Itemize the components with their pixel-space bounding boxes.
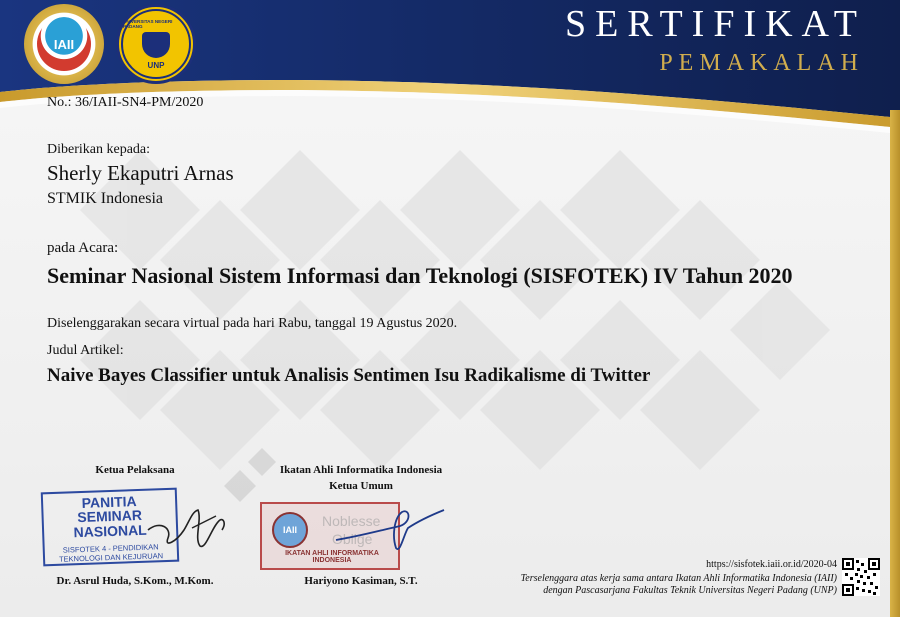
unp-emblem-icon xyxy=(142,32,170,58)
iaii-logo-mark: IAII xyxy=(37,17,91,71)
iaii-signature xyxy=(330,500,450,560)
certificate-number: No.: 36/IAII-SN4-PM/2020 xyxy=(47,95,204,110)
stamp-line-2: SEMINAR NASIONAL xyxy=(73,506,147,541)
given-to-label: Diberikan kepada: xyxy=(47,142,151,157)
unp-logo-ring-text: UNIVERSITAS NEGERI PADANG xyxy=(123,18,173,29)
chair-role: Ketua Pelaksana xyxy=(95,464,175,476)
chair-signature xyxy=(140,490,240,560)
stamp-line-3: SISFOTEK 4 - PENDIDIKAN xyxy=(62,542,159,555)
stamp-line-1: PANITIA xyxy=(81,493,137,511)
qr-code-icon[interactable] xyxy=(842,558,880,596)
event-held-text: Diselenggarakan secara virtual pada hari Rabu, tanggal 19 Agustus 2020. xyxy=(47,316,458,331)
recipient-name: Sherly Ekaputri Arnas xyxy=(47,161,234,185)
iaii-stamp-logo: IAII xyxy=(272,512,308,548)
certificate-title: SERTIFIKAT xyxy=(565,3,866,45)
stamp-line-4: TEKNOLOGI DAN KEJURUAN xyxy=(58,551,164,564)
iaii-stamp-bottom-text: IKATAN AHLI INFORMATIKA INDONESIA xyxy=(285,550,379,564)
footer-org-line-1: Terselenggara atas kerja sama antara Ikatan Ahli Informatika Indonesia (IAII) xyxy=(520,573,837,584)
footer-url[interactable]: https://sisfotek.iaii.or.id/2020-04 xyxy=(706,559,837,570)
article-title: Naive Bayes Classifier untuk Analisis Sentimen Isu Radikalisme di Twitter xyxy=(47,365,651,386)
event-name: Seminar Nasional Sistem Informasi dan Teknologi (SISFOTEK) IV Tahun 2020 xyxy=(47,263,793,288)
unp-logo xyxy=(116,4,196,84)
unp-logo-ring xyxy=(121,9,191,79)
event-label: pada Acara: xyxy=(47,240,119,256)
chair-name: Dr. Asrul Huda, S.Kom., M.Kom. xyxy=(56,575,214,587)
iaii-stamp-faint-2: Oblige xyxy=(332,531,373,547)
unp-logo-text: UNP xyxy=(147,60,165,70)
certificate-subtitle: PEMAKALAH xyxy=(659,50,864,76)
iaii-role: Ketua Umum xyxy=(329,480,393,492)
iaii-stamp-faint-1: Noblesse xyxy=(322,513,381,529)
iaii-organization: Ikatan Ahli Informatika Indonesia xyxy=(279,464,443,476)
iaii-chair-name: Hariyono Kasiman, S.T. xyxy=(304,575,418,587)
recipient-institution: STMIK Indonesia xyxy=(47,190,163,207)
gold-right-border xyxy=(890,110,900,617)
article-label: Judul Artikel: xyxy=(47,343,124,358)
iaii-logo xyxy=(24,4,104,84)
footer-org-line-2: dengan Pascasarjana Fakultas Teknik Universitas Negeri Padang (UNP) xyxy=(543,585,837,596)
